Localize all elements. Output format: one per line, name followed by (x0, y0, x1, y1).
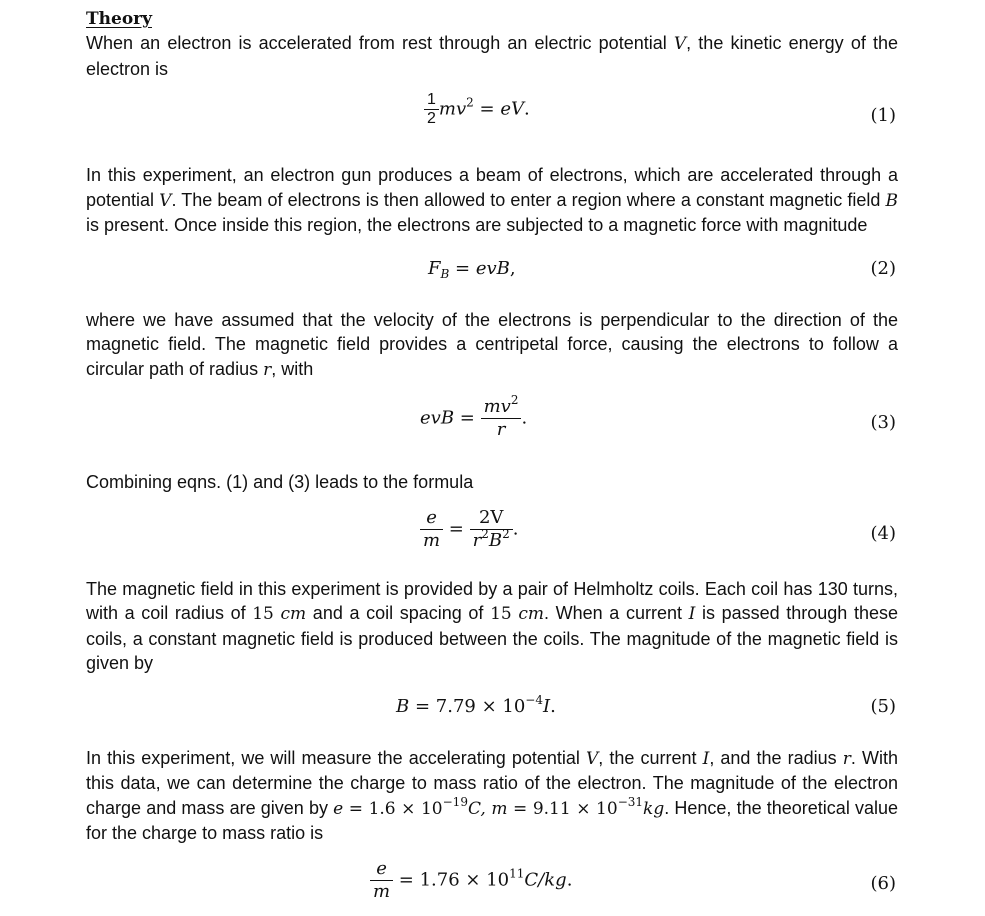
paragraph-2: In this experiment, an electron gun produces a beam of electrons, which are accelerated through a potential V. The beam of electrons is then allowed to enter a region where a constant magnetic field B is present. Once inside this region, the electrons are subjected to a magnetic force with magnitude (86, 165, 898, 235)
paragraph-1: When an electron is accelerated from rest through an electric potential V, the kinetic energy of the electron is (86, 33, 898, 79)
fraction-one-half: $\frac{1}{2}$ (424, 91, 439, 128)
equation-number-6: (6) (870, 872, 896, 894)
section-heading: Theory (86, 9, 152, 29)
paragraph-5: The magnetic field in this experiment is provided by a pair of Helmholtz coils. Each coil has 130 turns, with a coil radius of 15 cm and a coil spacing of 15 cm. When a current I is passed through these coils, a constant magnetic field is produced between the coils. The magnitude of the magnetic field is given by (86, 578, 898, 673)
equation-1: $\frac{1}{2}$ $mv^2$ = eV. (1) (86, 81, 898, 155)
fraction-2v-over-r2b2: $\frac{2V}{r^2B^2}$ (470, 507, 513, 552)
paragraph-6: In this experiment, we will measure the accelerating potential V, the current I, and the radius r. With this data, we can determine the charge to mass ratio of the electron. The magnitude of the electron charge and mass are given by $e = 1.6 \times 10^{-19}C$, $m = 9.11 \times 10^{-31}kg$. Hence, the theoretical value for the charge to mass ratio is (86, 747, 899, 843)
fraction-e-over-m: $\frac{e}{m}$ (420, 507, 443, 552)
equation-3: evB = $\frac{mv^2}{r}$ . (3) (420, 393, 896, 440)
equation-5: $B = 7.79 \times 10^{-4}I$. (5) (396, 692, 896, 717)
fraction-mv2-over-r: $\frac{mv^2}{r}$ (481, 396, 522, 441)
equation-number-3: (3) (870, 412, 896, 433)
equation-number-2: (2) (870, 257, 896, 279)
equation-number-5: (5) (870, 695, 896, 717)
equation-number-1: (1) (870, 105, 896, 126)
equation-4: $\frac{e}{m}$ = $\frac{2V}{r^2B^2}$ . (4) (86, 495, 898, 577)
equation-6: $\frac{e}{m}$ = $1.76 \times 10^{11}C/kg$. (6) (86, 846, 898, 916)
equation-number-4: (4) (870, 522, 896, 544)
document-page (86, 8, 898, 916)
paragraph-4: Combining eqns. (1) and (3) leads to the formula (86, 472, 474, 492)
equation-2: $F_B$ = evB, (2) (428, 257, 896, 281)
paragraph-3: where we have assumed that the velocity of the electrons is perpendicular to the direction of the magnetic field. The magnetic field provides a centripetal force, causing the electrons to follow a circular path of radius r, with (86, 309, 898, 380)
fraction-e-over-m-theory: $\frac{e}{m}$ (370, 858, 393, 903)
